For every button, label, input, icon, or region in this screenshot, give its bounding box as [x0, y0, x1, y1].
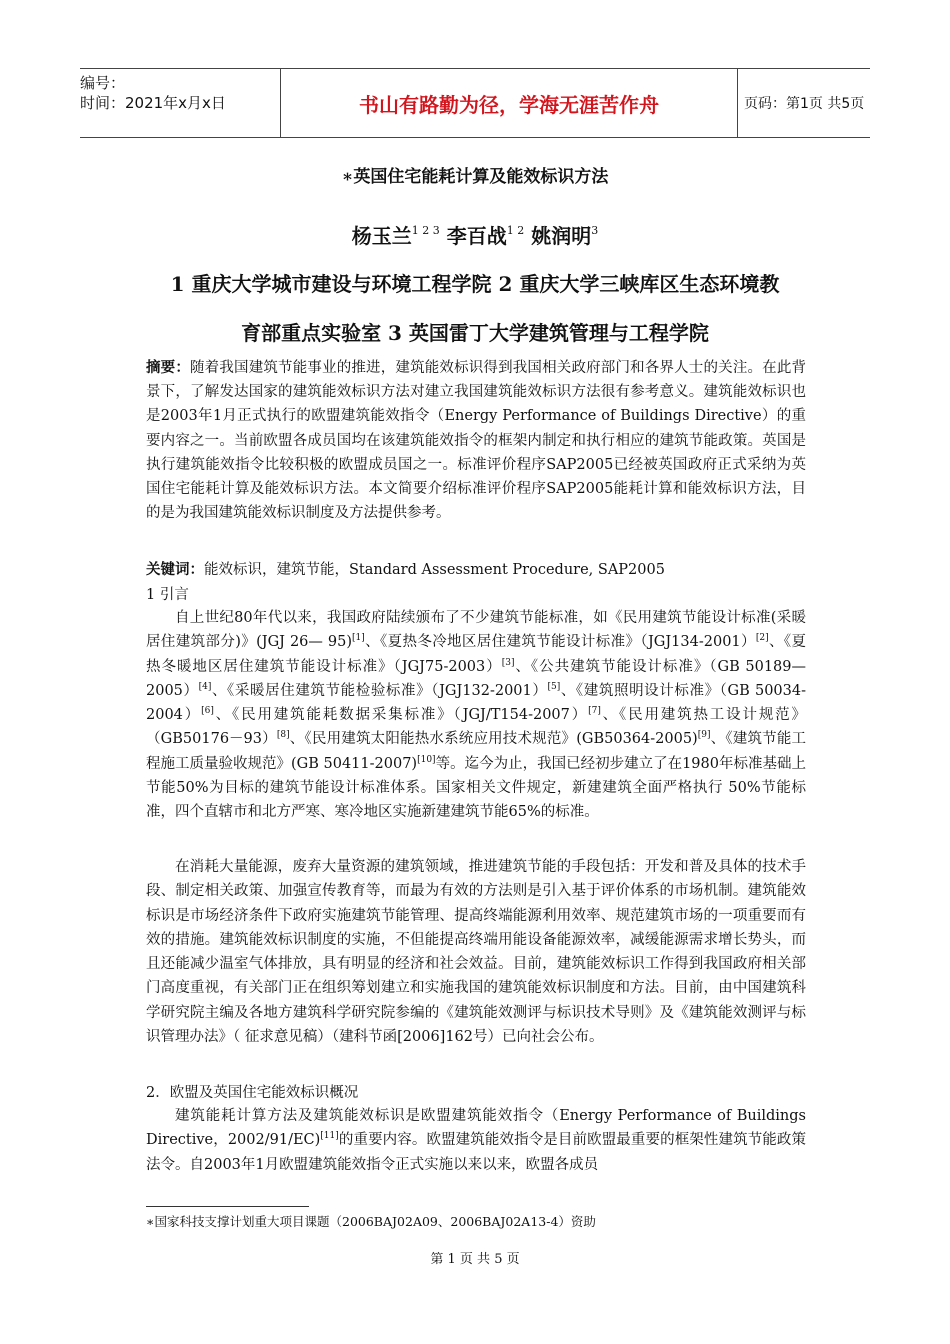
paragraph-text: 、《建筑照明设计标准》（GB 50034-2004）: [146, 682, 807, 724]
citation-ref: [10]: [417, 754, 436, 765]
section-heading-2: 2．欧盟及英国住宅能效标识概况: [146, 1085, 359, 1101]
citation-ref: [11]: [320, 1131, 339, 1142]
citation-ref: [5]: [547, 681, 561, 692]
citation-ref: [6]: [201, 706, 214, 717]
header-motto: 书山有路勤为径，学海无涯苦作舟: [280, 69, 738, 137]
keywords-label: 关键词：: [146, 562, 204, 578]
paragraph-text: 、《民用建筑能耗数据采集标准》（JGJ/T154-2007）: [213, 707, 589, 724]
footnote: ∗国家科技支撑计划重大项目课题（2006BAJ02A09、2006BAJ02A13-4）资助: [146, 1214, 596, 1229]
paragraph-text: 建筑能耗计算方法及建筑能效标识是欧盟建筑能效指令（Energy Performance of Buildings Directive，2002/91/EC): [146, 1108, 806, 1149]
number-label: 编号：: [80, 74, 126, 92]
time-label: 时间：2021年x月x日: [80, 94, 226, 112]
author-affiliation-sup: 1 2: [506, 224, 525, 237]
paragraph-text: 的重要内容。欧盟建筑能效指令是目前欧盟最重要的框架性建筑节能政策法令。自2003年1月欧盟建筑能效指令正式实施以来以来，欧盟各成员: [146, 1132, 806, 1173]
author-affiliation-sup: 3: [591, 224, 599, 237]
section2-paragraph-1: [146, 1104, 806, 1177]
footnote-divider: [146, 1206, 309, 1207]
document-title: ∗英国住宅能耗计算及能效标识方法: [341, 167, 609, 187]
citation-ref: [4]: [198, 681, 212, 692]
citation-ref: [7]: [588, 706, 601, 717]
abstract-text: 随着我国建筑节能事业的推进，建筑能效标识得到我国相关政府部门和各界人士的关注。在此背景下，了解发达国家的建筑能效标识方法对建立我国建筑能效标识方法很有参考意义。建筑能效标识也是2003年1月正式执行的欧盟建筑能效指令（Energy Performance of Buildings Directive）的重要内容之一。当前欧盟各成员国均在该建筑能效指令的框架内制定和执行相应的建筑节能政策。英国是执行建筑能效指令比较积极的欧盟成员国之一。标准评价程序SAP2005已经被英国政府正式采纳为英国住宅能耗计算及能效标识方法。本文简要介绍标准评价程序SAP2005能耗计算和能效标识方法，目的是为我国建筑能效标识制度及方法提供参考。: [146, 360, 807, 522]
author-name: 姚润明: [531, 224, 592, 248]
paragraph-text: 、《采暖居住建筑节能检验标准》（JGJ132-2001）: [211, 682, 548, 699]
paragraph-text: 自上世纪80年代以来，我国政府陆续颁布了不少建筑节能标准，如《民用建筑节能设计标准(采暖居住建筑部分)》(JGJ 26— 95): [146, 610, 806, 651]
header-meta: [80, 69, 280, 137]
paragraph-text: 、《建筑节能工程施工质量验收规范》(GB 50411-2007): [146, 731, 807, 772]
paragraph-text: 等。迄今为止，我国已经初步建立了在1980年标准基础上节能50%为目标的建筑节能设计标准体系。国家相关文件规定，新建建筑全面严格执行 50%节能标准，四个直辖市和北方严寒、寒冷地区实施新建建筑节能65%的标准。: [146, 755, 806, 821]
citation-ref: [2]: [755, 633, 769, 644]
paragraph-text: 、《夏热冬暖地区居住建筑节能设计标准》（JGJ75-2003）: [146, 634, 806, 675]
keywords: [146, 558, 806, 582]
abstract: [146, 356, 806, 525]
author-line: [0, 220, 950, 249]
affiliation-line-1: 1 重庆大学城市建设与环境工程学院 2 重庆大学三峡库区生态环境教: [170, 272, 780, 296]
section-heading-1: 1 引言: [146, 587, 189, 603]
author-name: 杨玉兰: [351, 224, 412, 248]
keywords-text: 能效标识，建筑节能，Standard Assessment Procedure, SAP2005: [204, 562, 665, 578]
affiliation-line-2: 育部重点实验室 3 英国雷丁大学建筑管理与工程学院: [241, 321, 709, 345]
header-page-label: 页码：第1页 共5页: [744, 96, 865, 112]
page-header: [80, 68, 870, 138]
citation-ref: [8]: [276, 730, 290, 741]
paragraph-text: 、《民用建筑太阳能热水系统应用技术规范》(GB50364-2005): [289, 731, 698, 748]
author-name: 李百战: [446, 224, 507, 248]
paragraph-text: 、《公共建筑节能设计标准》（GB 50189—2005）: [146, 658, 806, 699]
intro-paragraph-1: [146, 606, 806, 825]
abstract-label: 摘要：: [146, 360, 191, 376]
page-footer: 第 1 页 共 5 页: [430, 1252, 520, 1267]
citation-ref: [1]: [351, 633, 365, 644]
intro-paragraph-2: 在消耗大量能源，废弃大量资源的建筑领域，推进建筑节能的手段包括：开发和普及具体的技术手段、制定相关政策、加强宣传教育等，而最为有效的方法则是引入基于评价体系的市场机制。建筑能效标识是市场经济条件下政府实施建筑节能管理、提高终端能源利用效率、规范建筑市场的一项重要而有效的措施。建筑能效标识制度的实施，不但能提高终端用能设备能源效率，减缓能源需求增长势头，而且还能减少温室气体排放，具有明显的经济和社会效益。目前，建筑能效标识工作得到我国政府相关部门高度重视，有关部门正在组织筹划建立和实施我国的建筑能效标识制度和方法。目前，由中国建筑科学研究院主编及各地方建筑科学研究院参编的《建筑能效测评与标识技术导则》及《建筑能效测评与标识管理办法》（ 征求意见稿）（建科节函[2006]162号）已向社会公布。: [146, 859, 806, 1046]
author-affiliation-sup: 1 2 3: [411, 224, 440, 237]
paragraph-text: 、《夏热冬冷地区居住建筑节能设计标准》（JGJ134-2001）: [364, 634, 756, 651]
citation-ref: [9]: [697, 730, 711, 741]
paragraph-text: 、《民用建筑热工设计规范》（GB50176－93）: [146, 707, 807, 748]
citation-ref: [3]: [501, 657, 515, 668]
